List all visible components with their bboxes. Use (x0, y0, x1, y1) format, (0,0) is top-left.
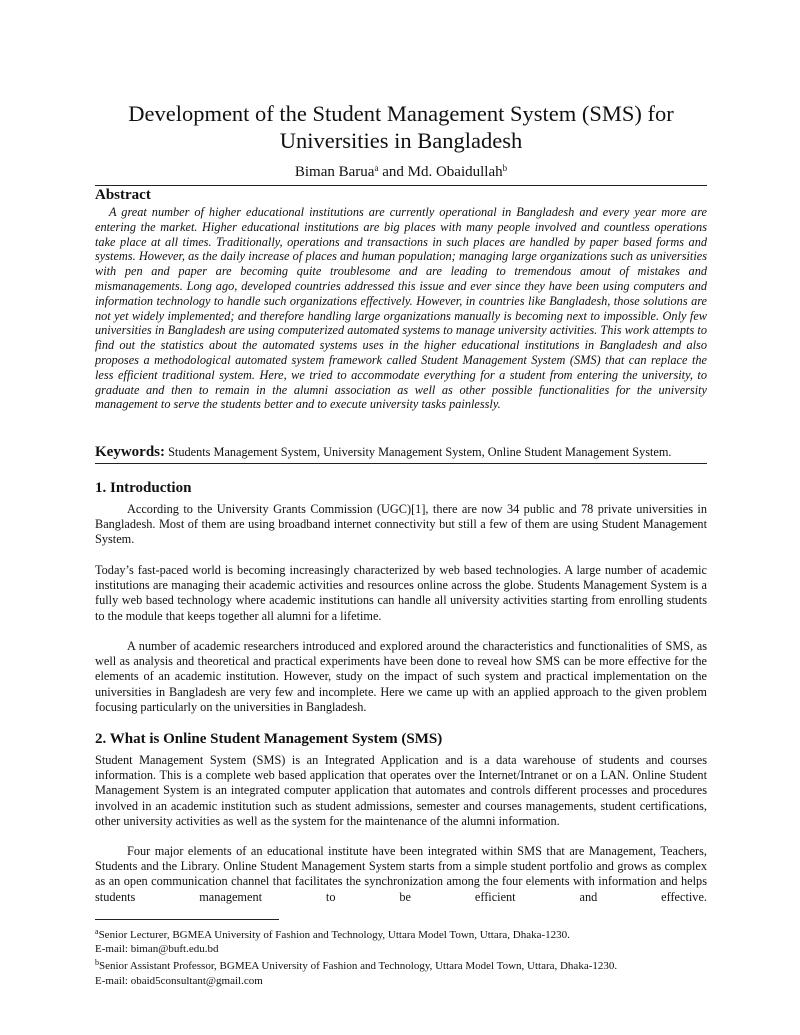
section-1-paragraph-2 (95, 563, 707, 624)
footnote-2-text: Senior Assistant Professor, BGMEA University of Fashion and Technology, Uttara Model Town, Uttara, Dhaka-1230. (99, 960, 618, 972)
section-2-heading: 2. What is Online Student Management System (SMS) (95, 731, 443, 747)
section-1-heading: 1. Introduction (95, 480, 192, 496)
author-conjunction: and (378, 164, 408, 180)
author-line (95, 163, 707, 181)
paper-title: Development of the Student Management System (SMS) for Universities in Bangladesh (128, 101, 674, 153)
footnote-1-email: E-mail: biman@buft.edu.bd (95, 943, 219, 955)
section-1-paragraph-1-text: According to the University Grants Commission (UGC)[1], there are now 34 public and 78 private universities in Bangladesh. Most of them are using broadband internet connectivity but still a few of them are using Student Management System. (95, 502, 707, 547)
keywords-line (95, 443, 707, 461)
author-1-name: Biman Barua (294, 164, 375, 180)
title-divider (95, 185, 707, 186)
keywords-divider (95, 463, 707, 464)
author-2-affiliation-mark: b (502, 163, 508, 173)
author-2-name: Md. Obaidullah (407, 164, 503, 180)
abstract-heading: Abstract (95, 187, 151, 203)
footnote-1 (95, 929, 707, 943)
footnote-2 (95, 960, 707, 974)
section-2-paragraph-2 (95, 844, 707, 905)
section-2-paragraph-2-text: Four major elements of an educational institute have been integrated within SMS that are Management, Teachers, Students and the Library. Online Student Management System starts from a simple student portfolio and grows as complex as an open communication channel that facilitates the synchronization among the four elements with information and helps students management to be efficient and effective. (95, 844, 707, 904)
abstract-body (95, 205, 707, 412)
section-1-paragraph-3 (95, 639, 707, 715)
author-1-affiliation-mark: a (374, 163, 379, 173)
section-1-paragraph-2-text: Today’s fast-paced world is becoming increasingly characterized by web based technologies. A large number of academic institutions are managing their academic activities and resources online across the globe. Students Management System is a fully web based technology where academic institutions can handle all university activities starting from enrolling students to the module that keeps together all alumni for a lifetime. (95, 563, 707, 623)
footnote-2-mark: b (95, 958, 99, 967)
keywords-label: Keywords: (95, 444, 165, 460)
footnote-1-mark: a (95, 927, 99, 936)
section-1-paragraph-1 (95, 502, 707, 548)
footnote-1-text: Senior Lecturer, BGMEA University of Fashion and Technology, Uttara Model Town, Uttara, Dhaka-1230. (98, 929, 570, 941)
section-2-paragraph-1 (95, 753, 707, 829)
footnote-divider (95, 919, 279, 920)
section-2-paragraph-1-text: Student Management System (SMS) is an Integrated Application and is a data warehouse of students and courses information. This is a complete web based application that operates over the Internet/Intranet or on a LAN. Online Student Management System is an integrated computer application that automates and controls different processes and procedures involved in an academic institution such as student admissions, semester and courses managements, student certifications, other university activities as well as the system for the maintenance of the alumni information. (95, 753, 707, 828)
abstract-text: A great number of higher educational institutions are currently operational in Bangladesh and every year more are entering the market. Higher educational institutions are big places with many people involved and countless operations take place at all times. Traditionally, operations and transactions in such places are handled by paper based forms and systems. However, as the daily increase of places and human population; managing large organizations such as universities with pen and paper are becoming quite troublesome and are leading to tremendous amout of mistakes and mismanagements. Long ago, developed countries addressed this issue and ever since they have been using computers and information technology to handle such organizations effectively. However, in countries like Bangladesh, those solutions are not yet widely implemented; and therefore handling large organizations manually is becoming next to impossible. Only few universities in Bangladesh are using computerized automated systems to manage university activities. This work attempts to find out the statistics about the automated systems uses in the higher educational institutions in Bangladesh and also proposes a methodological automated system framework called Student Management System (SMS) that can replace the less efficient traditional system. Here, we tried to accommodate everything for a student from entering the university, to graduate and then to remain in the alumni association as well as other possible functionalities for the university management to serve the students better and to execute university tasks painlessly. (95, 205, 707, 412)
keywords-text: Students Management System, University Management System, Online Student Management System. (165, 445, 672, 459)
section-1-paragraph-3-text: A number of academic researchers introduced and explored around the characteristics and functionalities of SMS, as well as analysis and theoretical and practical experiments have been done to reveal how SMS can be more effective for the elements of an academic institution. However, study on the impact of such system and practical implementation on the universities in Bangladesh are very few and incomplete. Here we came up with an applied approach to the given problem focusing particularly on the universities in Bangladesh. (95, 639, 707, 714)
footnote-2-email: E-mail: obaid5consultant@gmail.com (95, 975, 263, 987)
